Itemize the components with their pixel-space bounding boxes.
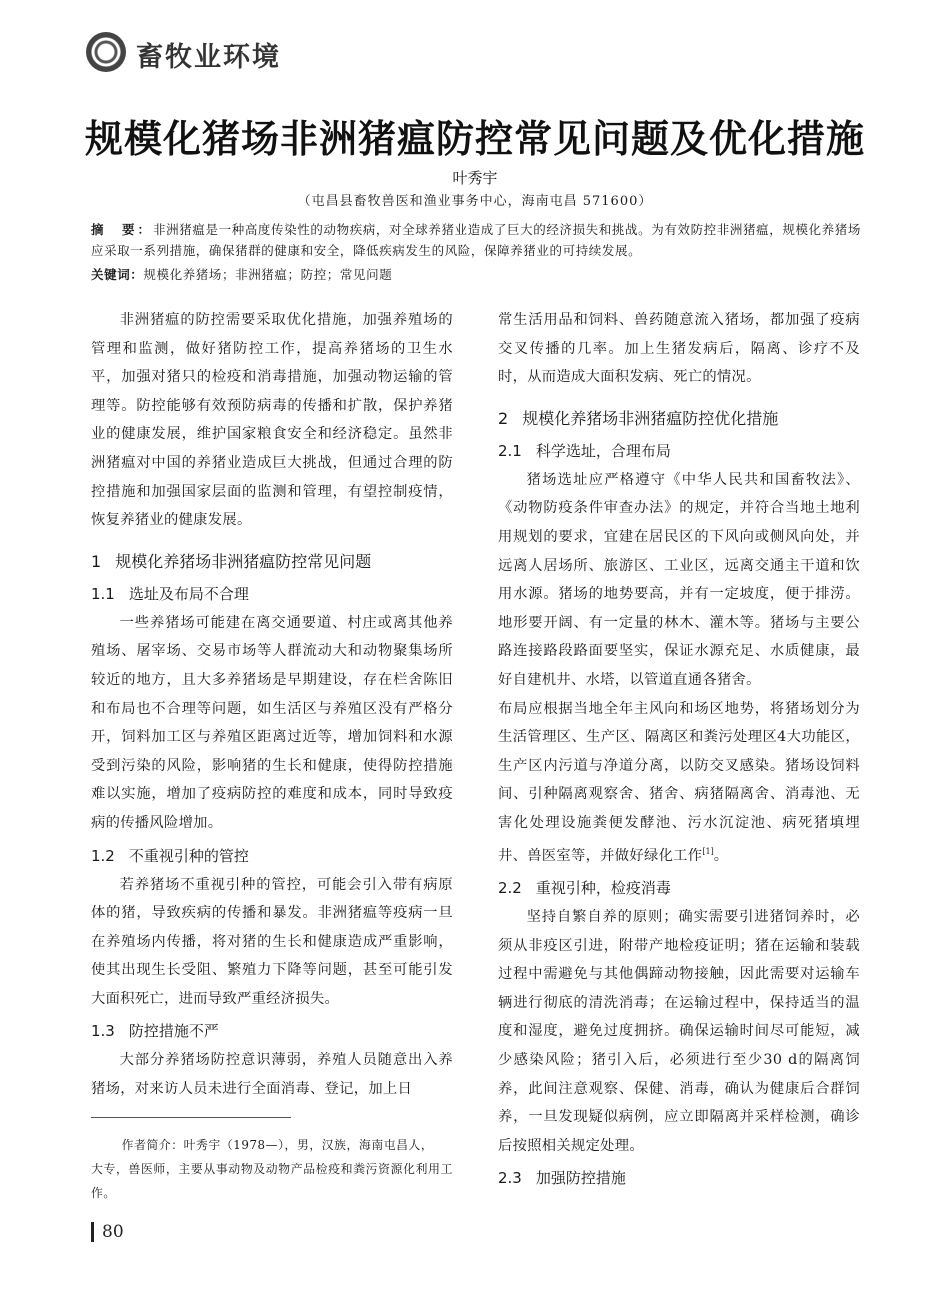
continued-paragraph: 常生活用品和饲料、兽药随意流入猪场，都加强了疫病交叉传播的几率。加上生猪发病后，隔离、诊疗不及时，从而造成大面积发病、死亡的情况。: [498, 312, 860, 386]
journal-name: 畜牧业环境: [136, 42, 281, 73]
article-title: 规模化猪场非洲猪瘟防控常见问题及优化措施: [84, 117, 865, 161]
article-affiliation: （屯昌县畜牧兽医和渔业事务中心，海南屯昌 571600）: [297, 194, 653, 209]
section-1-2-heading: 1.2 不重视引种的管控: [91, 846, 249, 865]
section-2-1-paragraph-2: 布局应根据当地全年主风向和场区地势，将猪场划分为生活管理区、生产区、隔离区和粪污处理区4大功能区，生产区内污道与净道分离，以防交叉感染。猪场设饲料间、引种隔离观察舍、猪舍、病猪隔离舍、消毒池、无害化处理设施粪便发酵池、污水沉淀池、病死猪填埋井、兽医室等，并做好绿化工作[1]。: [498, 700, 860, 864]
footnote-divider: [91, 1117, 291, 1118]
left-column: [91, 306, 453, 1104]
author-footnote: [91, 1133, 453, 1205]
section-2-1-paragraph: 猪场选址应严格遵守《中华人民共和国畜牧法》、《动物防疫条件审查办法》的规定，并符合当地土地利用规划的要求，宜建在居民区的下风向或侧风向处，并远离人居场所、旅游区、工业区，远离交通主干道和饮用水源。猪场的地势要高，并有一定坡度，便于排涝。地形要开阔、有一定量的林木、灌木等。猪场与主要公路连接路段路面要坚实，保证水源充足、水质健康，最好自建机井、水塔，以管道直通各猪舍。: [498, 471, 860, 688]
footnote-line-2: 大专，兽医师，主要从事动物及动物产品检疫和粪污资源化利用工作。: [91, 1162, 453, 1200]
intro-paragraph: 非洲猪瘟的防控需要采取优化措施，加强养殖场的管理和监测，做好猪防控工作，提高养猪场的卫生水平，加强对猪只的检疫和消毒措施，加强动物运输的管理等。防控能够有效预防病毒的传播和扩散，保护养猪业的健康发展，维护国家粮食安全和经济稳定。虽然非洲猪瘟对中国的养猪业造成巨大挑战，但通过合理的防控措施和加强国家层面的监测和管理，有望控制疫情，恢复养猪业的健康发展。: [91, 312, 453, 529]
citation-ref: [1]: [702, 846, 714, 856]
page-number: 80: [91, 1222, 124, 1242]
section-1-1-paragraph: 一些养猪场可能建在离交通要道、村庄或离其他养殖场、屠宰场、交易市场等人群流动大和动物聚集场所较近的地方，且大多养猪场是早期建设，存在栏舍陈旧和布局也不合理等问题，如生活区与养殖区没有严格分开，饲料加工区与养殖区距离过近等，增加饲料和水源受到污染的风险，影响猪的生长和健康，使得防控措施难以实施，增加了疫病防控的难度和成本，同时导致疫病的传播风险增加。: [91, 614, 453, 831]
journal-header: [86, 30, 386, 74]
article-author: 叶秀宇: [452, 169, 498, 187]
footnote-line-1: 作者简介：叶秀宇（1978—），男，汉族，海南屯昌人，: [121, 1138, 434, 1152]
journal-logo-icon: [86, 32, 126, 72]
section-2-2-heading: 2.2 重视引种，检疫消毒: [498, 879, 671, 898]
abstract: [91, 219, 861, 261]
keywords-label: 关键词：: [91, 267, 144, 282]
section-2-2-paragraph: 坚持自繁自养的原则；确实需要引进猪饲养时，必须从非疫区引进，附带产地检疫证明；猪在运输和装载过程中需避免与其他偶蹄动物接触，因此需要对运输车辆进行彻底的清洗消毒；在运输过程中，保持适当的温度和湿度，避免过度拥挤。确保运输时间尽可能短，减少感染风险；猪引入后，必须进行至少30 d的隔离饲养，此间注意观察、保健、消毒，确认为健康后合群饲养，一旦发现疑似病例，应立即隔离并采样检测，确诊后按照相关规定处理。: [498, 909, 860, 1154]
section-1-2-paragraph: 若养猪场不重视引种的管控，可能会引入带有病原体的猪，导致疾病的传播和暴发。非洲猪瘟等疫病一旦在养殖场内传播，将对猪的生长和健康造成严重影响，使其出现生长受阻、繁殖力下降等问题，甚至可能引发大面积死亡，进而导致严重经济损失。: [91, 876, 453, 1007]
section-1-1-heading: 1.1 选址及布局不合理: [91, 584, 249, 603]
section-1-heading: 1 规模化养猪场非洲猪瘟防控常见问题: [91, 551, 372, 571]
abstract-label: 摘 要：: [91, 222, 154, 237]
section-2-heading: 2 规模化养猪场非洲猪瘟防控优化措施: [498, 408, 779, 428]
keywords: [91, 264, 861, 285]
abstract-text: 非洲猪瘟是一种高度传染性的动物疾病，对全球养猪业造成了巨大的经济损失和挑战。为有效防控非洲猪瘟，规模化养猪场应采取一系列措施，确保猪群的健康和安全，降低疾病发生的风险，保障养猪业的可持续发展。: [91, 222, 861, 258]
section-2-1-heading: 2.1 科学选址，合理布局: [498, 441, 671, 460]
section-1-3-paragraph: 大部分养猪场防控意识薄弱，养殖人员随意出入养猪场，对来访人员未进行全面消毒、登记，加上日: [91, 1052, 453, 1098]
section-1-3-heading: 1.3 防控措施不严: [91, 1022, 219, 1041]
keywords-text: 规模化养猪场；非洲猪瘟；防控；常见问题: [143, 267, 393, 282]
right-column: [498, 306, 860, 1193]
section-2-3-heading: 2.3 加强防控措施: [498, 1169, 626, 1188]
